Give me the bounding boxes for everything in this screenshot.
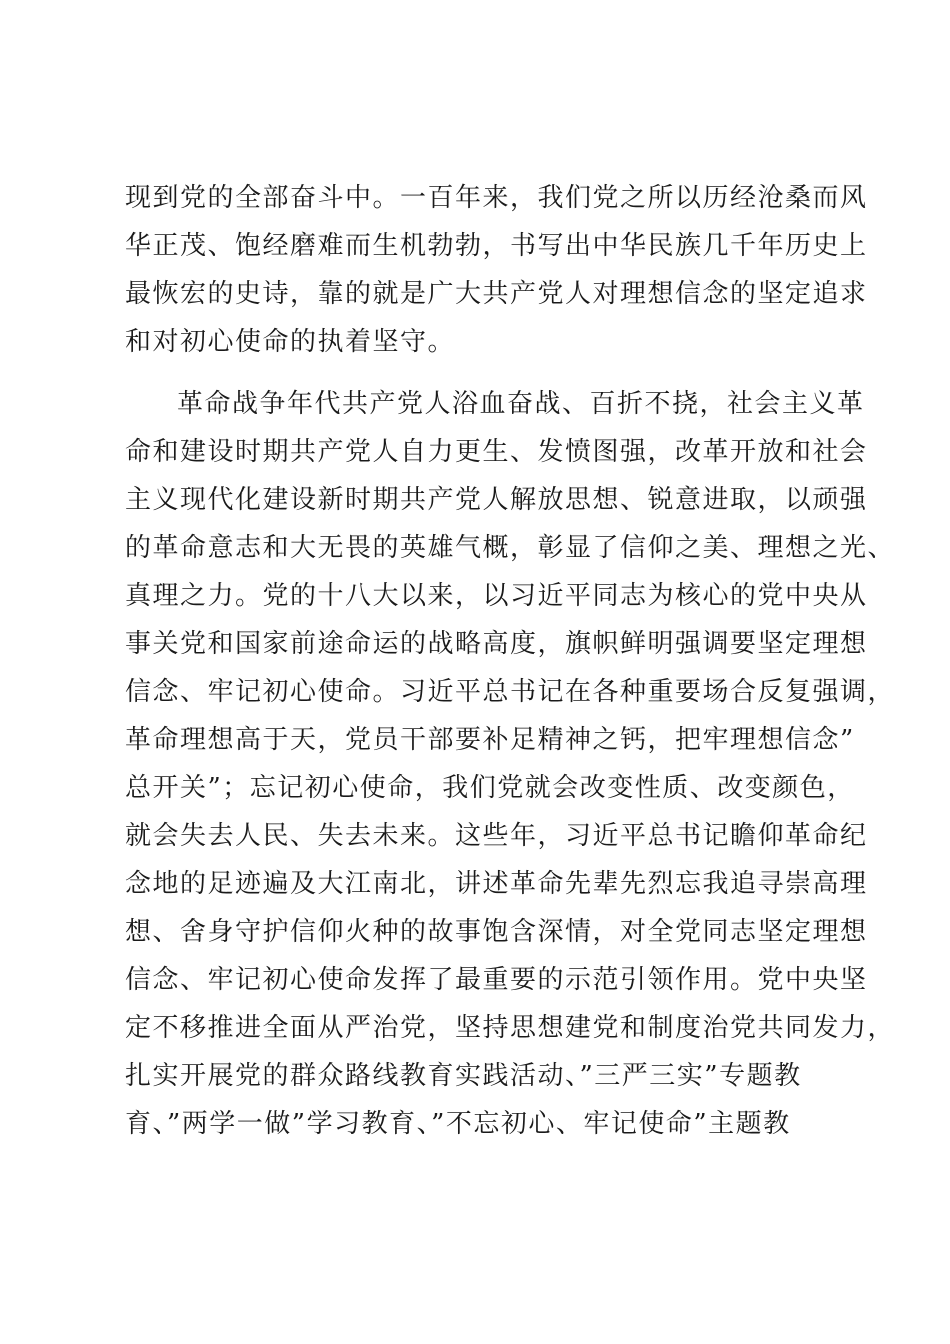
text-line: 就会失去人民、失去未来。这些年，习近平总书记瞻仰革命纪 — [125, 821, 868, 851]
paragraph-gap — [125, 366, 845, 380]
text-line: 定不移推进全面从严治党，坚持思想建党和制度治党共同发力， — [125, 1013, 896, 1043]
text-line: 扎实开展党的群众路线教育实践活动、”三严三实”专题教 — [125, 1061, 802, 1091]
text-line: 想、舍身守护信仰火种的故事饱含深情，对全党同志坚定理想 — [125, 917, 868, 947]
paragraph-1 — [125, 174, 868, 366]
text-line: 最恢宏的史诗，靠的就是广大共产党人对理想信念的坚定追求 — [125, 279, 868, 309]
paragraph-2 — [125, 380, 896, 1148]
text-line: 现到党的全部奋斗中。一百年来，我们党之所以历经沧桑而风 — [125, 183, 868, 213]
text-line: 命和建设时期共产党人自力更生、发愤图强，改革开放和社会 — [125, 437, 868, 467]
text-line: 华正茂、饱经磨难而生机勃勃，书写出中华民族几千年历史上 — [125, 231, 868, 261]
text-line: 总开关”；忘记初心使命，我们党就会改变性质、改变颜色， — [125, 773, 855, 803]
text-line: 的革命意志和大无畏的英雄气概，彰显了信仰之美、理想之光、 — [125, 533, 896, 563]
text-line: 信念、牢记初心使命。习近平总书记在各种重要场合反复强调， — [125, 677, 896, 707]
body-text — [125, 174, 896, 1148]
text-line: 革命战争年代共产党人浴血奋战、百折不挠，社会主义革 — [177, 389, 865, 419]
text-line: 和对初心使命的执着坚守。 — [125, 327, 456, 357]
text-line: 革命理想高于天，党员干部要补足精神之钙，把牢理想信念” — [125, 725, 855, 755]
text-line: 主义现代化建设新时期共产党人解放思想、锐意进取，以顽强 — [125, 485, 868, 515]
text-line: 事关党和国家前途命运的战略高度，旗帜鲜明强调要坚定理想 — [125, 629, 868, 659]
text-line: 念地的足迹遍及大江南北，讲述革命先辈先烈忘我追寻崇高理 — [125, 869, 868, 899]
text-line: 真理之力。党的十八大以来，以习近平同志为核心的党中央从 — [125, 581, 868, 611]
text-line: 育、”两学一做”学习教育、”不忘初心、牢记使命”主题教 — [125, 1109, 791, 1139]
text-line: 信念、牢记初心使命发挥了最重要的示范引领作用。党中央坚 — [125, 965, 868, 995]
